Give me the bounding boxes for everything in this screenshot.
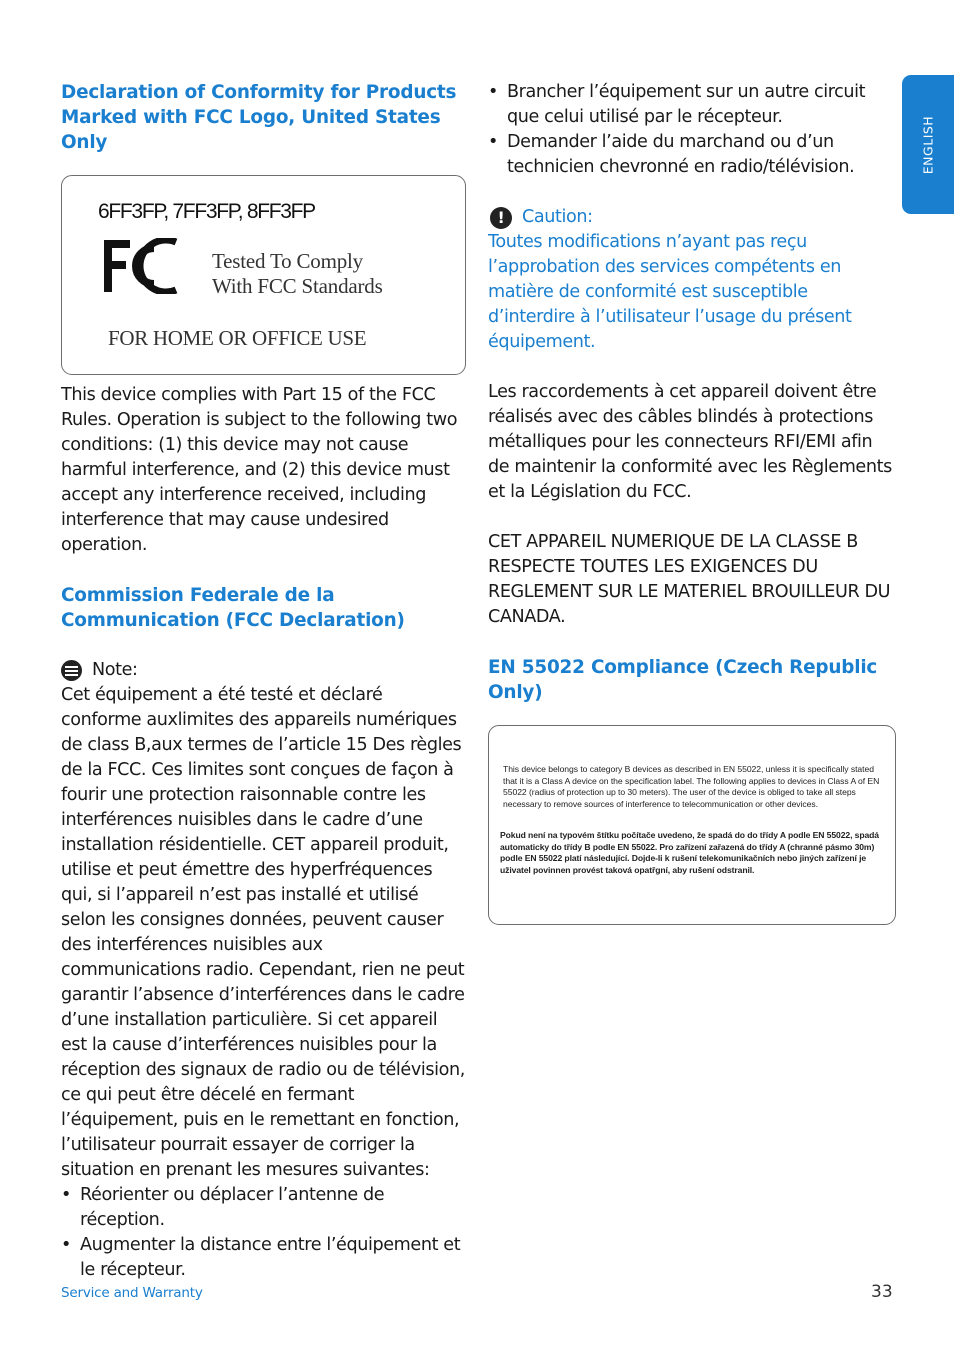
caution-row bbox=[488, 205, 896, 230]
caution-label: Caution: bbox=[522, 207, 593, 227]
list-item: • Brancher l’équipement sur un autre circuit que celui utilisé par le récepteur. bbox=[488, 80, 896, 130]
en55022-heading: EN 55022 Compliance (Czech Republic Only) bbox=[488, 657, 878, 703]
list-item: • Augmenter la distance entre l’équipement et le récepteur. bbox=[61, 1233, 466, 1283]
fcc-label-box bbox=[61, 175, 466, 375]
caution-paragraph: Toutes modifications n’ayant pas reçu l’approbation des services compétents en matière de conformité est susceptible d’interdire à l’utilisateur l’usage du présent équipement. bbox=[488, 232, 852, 352]
page-number: 33 bbox=[871, 1282, 893, 1302]
fcc-tested-text bbox=[212, 249, 383, 299]
fcc-logo-icon bbox=[102, 238, 180, 294]
list-item: • Demander l’aide du marchand ou d’un technicien chevronné en radio/télévision. bbox=[488, 130, 896, 180]
right-column bbox=[488, 80, 896, 925]
footer-section-title: Service and Warranty bbox=[61, 1285, 203, 1301]
language-tab-label: ENGLISH bbox=[920, 115, 936, 174]
language-tab[interactable] bbox=[902, 75, 954, 214]
fcc-tested-line1: Tested To Comply bbox=[212, 249, 363, 273]
en55022-czech-text: Pokud není na typovém štítku počítače uvedeno, že spadá do do třídy A podle EN 55022, spadá automaticky do třídy B podle EN 55022. Pro zařízení zařazená do třídy A (chranné pásmo 30m) podle EN 55022 platí následující. Dojde-li k rušení telekomunikačních nebo jiných zařízení je uživatel povinnen provést taková opatřgní, aby rušení odstranil. bbox=[500, 830, 879, 875]
en55022-box bbox=[488, 725, 896, 925]
note-label: Note: bbox=[92, 660, 138, 680]
fcc-compliance-paragraph: This device complies with Part 15 of the FCC Rules. Operation is subject to the following two conditions: (1) this device may not cause harmful interference, and (2) this device must accept any interference received, including interference that may cause undesired operation. bbox=[61, 385, 458, 555]
canada-class-b-paragraph: CET APPAREIL NUMERIQUE DE LA CLASSE B RESPECTE TOUTES LES EXIGENCES DU REGLEMENT SUR LE MATERIEL BROUILLEUR DU CANADA. bbox=[488, 532, 891, 627]
fcc-tested-line2: With FCC Standards bbox=[212, 274, 383, 298]
shielded-cables-paragraph: Les raccordements à cet appareil doivent être réalisés avec des câbles blindés à protections métalliques pour les connecteurs RFI/EMI afin de maintenir la conformité avec les Règlements et la Législation du FCC. bbox=[488, 382, 892, 502]
left-column bbox=[61, 80, 466, 1283]
fcc-model-numbers: 6FF3FP, 7FF3FP, 8FF3FP bbox=[98, 200, 315, 223]
fcc-declaration-heading: Declaration of Conformity for Products Marked with FCC Logo, United States Only bbox=[61, 82, 457, 153]
right-bullet-list bbox=[488, 80, 896, 180]
note-paragraph: Cet équipement a été testé et déclaré conforme auxlimites des appareils numériques de class B,aux termes de l’article 15 Des règles de la FCC. Ces limites sont conçues de façon à fourir une protection raisonnable contre les interférences nuisibles dans le cadre d’une installation résidentielle. CET appareil produit, utilise et peut émettre des hyperfréquences qui, si l’appareil n’est pas installé et utilisé selon les consignes données, peuvent causer des interférences nuisibles aux communications radio. Cependant, rien ne peut garantir l’absence d’interférences dans le cadre d’une installation particulière. Si cet appareil est la cause d’interférences nuisibles pour la réception des signaux de radio ou de télévision, ce qui peut être décelé en fermant l’équipement, puis en le remettant en fonction, l’utilisateur pourrait essayer de corriger la situation en prenant les mesures suivantes: bbox=[61, 685, 465, 1180]
left-bullet-list bbox=[61, 1183, 466, 1283]
fcc-home-office-text: FOR HOME OR OFFICE USE bbox=[108, 326, 367, 350]
list-item: • Réorienter ou déplacer l’antenne de réception. bbox=[61, 1183, 466, 1233]
exclamation-icon: ! bbox=[490, 207, 512, 229]
note-row bbox=[61, 658, 466, 683]
commission-federale-heading: Commission Federale de la Communication (FCC Declaration) bbox=[61, 585, 405, 631]
en55022-english-text: This device belongs to category B devices as described in EN 55022, unless it is specifically stated that it is a Class A device on the specification label. The following applies to devices in Class A of EN 55022 (radius of protection up to 30 meters). The user of the device is obliged to take all steps necessary to remove sources of interference to telecommunication or other devices. bbox=[503, 764, 880, 809]
note-icon bbox=[61, 660, 82, 681]
